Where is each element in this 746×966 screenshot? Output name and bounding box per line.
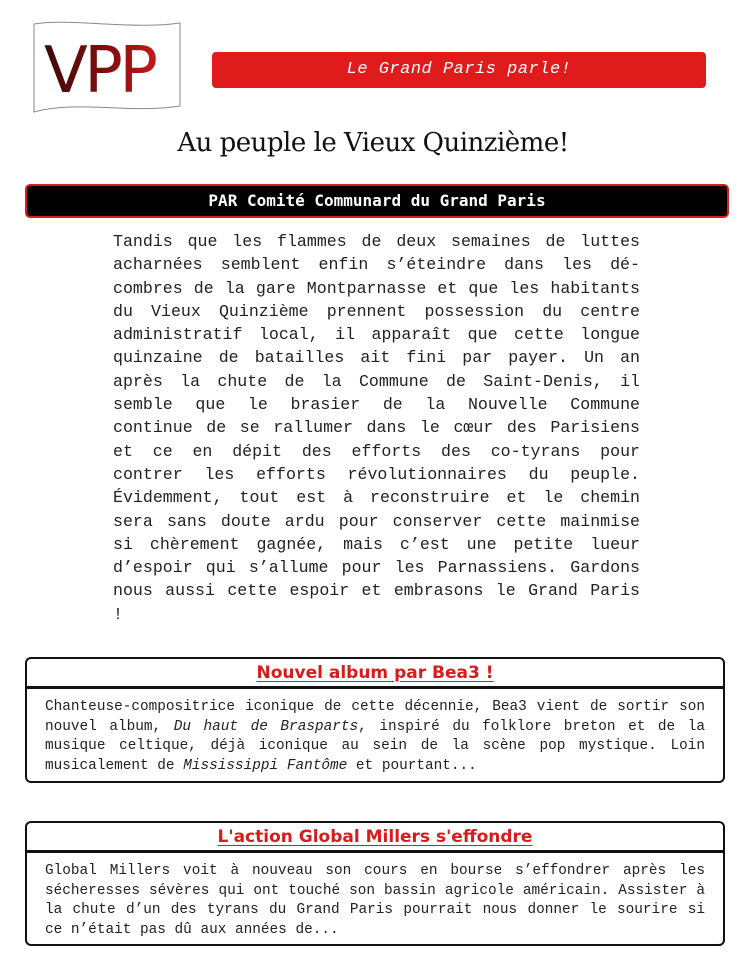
card-text: , inspiré du folklore breton et de la musique celtique, déjà iconique au sein de la scène pop mystique. Loin musicalement de [45, 718, 706, 774]
previous-album-title: Mississippi Fantôme [183, 757, 348, 774]
card-body [27, 853, 723, 950]
album-title: Du haut de Brasparts [173, 718, 359, 735]
card-title-link[interactable]: Nouvel album par Bea3 ! [256, 663, 494, 683]
card-title[interactable] [27, 823, 723, 853]
article-body: Tandis que les flammes de deux semaines de luttes acharnées semblent enfin s’éteindre dans les décombres de la gare Montparnasse et que les habitants du Vieux Quinzième prennent possession du centre administratif local, il apparaît que cette longue quinzaine de batailles ait fini par payer. Un an après la chute de la Commune de Saint-Denis, il semble que le brasier de la Nouvelle Commune continue de se rallumer dans le cœur des Parisiens et ce en dépit des efforts des co-tyrans pour contrer les efforts révolutionnaires du peuple. Évidemment, tout est à reconstruire et le chemin sera sans doute ardu pour conserver cette mainmise si chèrement gagnée, mais c’est une petite lueur d’espoir qui s’allume pour les Parnassiens. Gardons nous aussi cette espoir et embrasons le Grand Paris ! [113, 232, 640, 624]
article-byline: PAR Comité Communard du Grand Paris [25, 184, 729, 218]
news-card-global-millers[interactable] [25, 821, 725, 946]
vpp-logo-flag [32, 20, 182, 115]
news-card-album[interactable] [25, 657, 725, 783]
tagline-banner: Le Grand Paris parle! [212, 52, 706, 88]
logo-text: VPP [44, 34, 172, 108]
article-title: Au peuple le Vieux Quinzième! [177, 128, 569, 158]
card-text: et pourtant... [347, 757, 477, 774]
card-body [27, 689, 723, 786]
card-text: Global Millers voit à nouveau son cours en bourse s’effondrer après les sécheresses sévères qui ont touché son bassin agricole américain. Assister à la chute d’un des tyrans du Grand Paris pourrait nous donner le sourire si ce n’était pas dû aux années de... [45, 863, 705, 938]
flag-icon [32, 20, 182, 115]
card-title-link[interactable]: L'action Global Millers s'effondre [217, 827, 533, 847]
card-text: Chanteuse-compositrice iconique de cette décennie, Bea3 vient de sortir son nouvel album, [45, 699, 705, 735]
card-title[interactable] [27, 659, 723, 689]
